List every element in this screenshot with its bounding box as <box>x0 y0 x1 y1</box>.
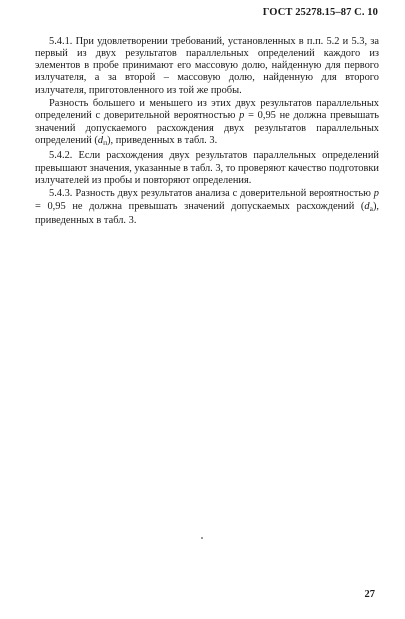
tolerance-variable: d <box>364 200 370 212</box>
paragraph-text: не должна превышать значений допускаемых расхождений ( <box>72 200 365 212</box>
probability-variable: p <box>239 110 245 122</box>
clause-number: 5.4.3. <box>49 188 73 200</box>
paragraph-text: не должна превышать значений допускаемого расхождения двух результатов параллельных определений ( <box>35 110 379 146</box>
document-header: ГОСТ 25278.15–87 С. 10 <box>262 7 378 18</box>
paragraph-text: ), приведенных в табл. 3. <box>35 200 379 226</box>
probability-value: = 0,95 <box>248 110 276 122</box>
page-number: 27 <box>364 589 375 600</box>
clause-number: 5.4.2. <box>49 150 73 162</box>
paragraph-text: При удовлетворении требований, установленных в п.п. 5.2 и 5.3, за первый из двух результатов параллельных определений каждого из элементов в пробе принимают его массовую долю, найденную для первого излучателя, а за второй – массовую долю, найденную для второго излучателя, приготовленного из той же пробы. <box>35 36 379 96</box>
paragraph-5-4-1 <box>35 36 379 97</box>
paragraph-5-4-2 <box>35 150 379 186</box>
paragraph-difference <box>35 98 379 149</box>
scan-speck <box>201 537 203 539</box>
paragraph-text: ), приведенных в табл. 3. <box>107 134 218 146</box>
document-body <box>35 36 379 227</box>
clause-number: 5.4.1. <box>49 36 73 47</box>
tolerance-subscript: а <box>369 203 373 213</box>
paragraph-text: Если расхождения двух результатов параллельных определений превышают значения, указанные в табл. 3, то проверяют качество подготовки излучателей из пробы и повторяют определения. <box>35 150 379 186</box>
tolerance-variable: d <box>97 134 104 146</box>
paragraph-text: Разность большего и меньшего из этих двух результатов параллельных определений с доверительной вероятностью <box>35 98 379 122</box>
probability-variable: p <box>373 188 379 200</box>
tolerance-subscript: п <box>103 137 108 147</box>
paragraph-text: Разность двух результатов анализа с доверительной вероятностью <box>75 188 371 200</box>
probability-value: = 0,95 <box>35 200 66 212</box>
paragraph-5-4-3 <box>35 188 379 226</box>
